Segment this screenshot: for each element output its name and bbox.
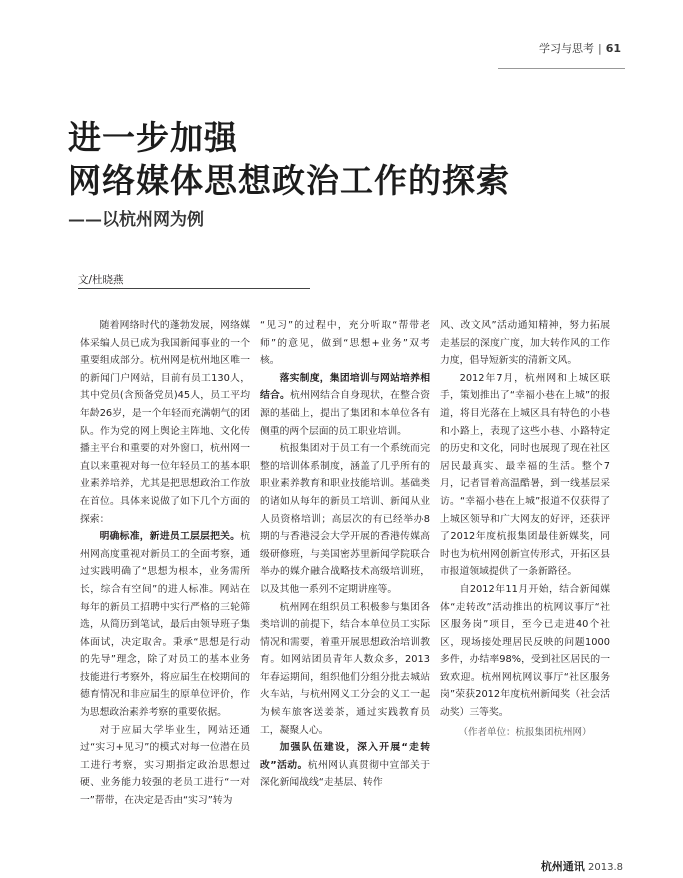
header-separator: | bbox=[597, 42, 602, 55]
paragraph: 杭报集团对于员工有一个系统而完整的培训体系制度，涵盖了几乎所有的职业素养教育和职业技能培训。基础类的诸如从每年的新员工培训、新闻从业人员资格培训；高层次的有已经举办8期的与香港浸会大学开展的香港传媒高级研修班，与美国密苏里新闻学院联合举办的媒介融合战略技术高级培训班，以及其他一系列不定期讲座等。 bbox=[260, 443, 430, 595]
title-line-1: 进一步加强 bbox=[68, 118, 238, 157]
header-rule bbox=[498, 68, 625, 69]
text-column-3 bbox=[440, 317, 610, 741]
paragraph-heading: 明确标准，新进员工层层把关。 bbox=[99, 531, 241, 543]
issue-number: 2013.8 bbox=[588, 862, 623, 873]
paragraph: 杭州网在组织员工积极参与集团各类培训的前提下，结合本单位员工实际情况和需要，着重开展思想政治培训教育。如网站团员青年人数众多，2013年春运期间，组织他们分组分批去城站火车站，与杭州网义工分会的义工一起为候车旅客送姜茶，通过实践教育员工，凝聚人心。 bbox=[260, 601, 430, 736]
paragraph: “见习”的过程中，充分听取“帮带老师”的意见，做到“思想+业务”双考核。 bbox=[260, 320, 430, 367]
paragraph: 风、改文风”活动通知精神，努力拓展走基层的深度广度，加大转作风的工作力度，倡导短新实的清新文风。 bbox=[440, 320, 610, 367]
paragraph bbox=[80, 528, 250, 722]
paragraph: 自2012年11月开始，结合新闻媒体“走转改”活动推出的杭网议事厅“社区服务岗”项目，至今已走进40个社区，现场接处理居民反映的问题1000多件，办结率98%，受到社区居民的一致欢迎。杭州网杭网议事厅“社区服务岗”荣获2012年度杭州新闻奖（社会活动奖）三等奖。 bbox=[440, 583, 610, 719]
paragraph-text: 杭州网认真贯彻中宣部关于深化新闻战线“走基层、转作 bbox=[260, 759, 431, 789]
author-rule bbox=[78, 288, 310, 289]
paragraph-text: 杭州网高度重视对新员工的全面考察，通过实践明确了“思想为根本，业务需所长，综合有空间”的进人标准。网站在每年的新员工招聘中实行严格的三轮筛选，从简历到笔试，最后由领导班子集体面试，决定取舍。秉承“思想是行动的先导”理念，除了对员工的基本业务技能进行考察外，将应届生在校期间的德育情况和非应届生的原单位评价，作为思想政治素养考察的重要依据。 bbox=[80, 531, 250, 719]
page-number: 61 bbox=[605, 42, 621, 55]
paragraph bbox=[260, 370, 430, 440]
article-subtitle: ——以杭州网为例 bbox=[68, 210, 204, 230]
text-column-1 bbox=[80, 317, 250, 810]
paragraph: 对于应届大学毕业生，网站还通过“实习+见习”的模式对每一位潜在员工进行考察，实习期指定政治思想过硬、业务能力较强的老员工进行“一对一”帮带，在决定是否由“实习”转为 bbox=[80, 724, 250, 807]
paragraph: 随着网络时代的蓬勃发展，网络媒体采编人员已成为我国新闻事业的一个重要组成部分。杭州网是杭州地区唯一的新闻门户网站，目前有员工130人，其中党员(含预备党员)45人，员工平均年龄26岁，是一个年轻而充满朝气的团队。作为党的网上舆论主阵地、文化传播主平台和重要的对外窗口，杭州网一直以来重视对每一位年轻员工的基本职业素养培养，尤其是把思想政治工作放在首位。具体来说做了如下几个方面的探索： bbox=[80, 320, 250, 525]
paragraph-heading: 加强队伍建设，深入开展“走转改”活动。 bbox=[260, 742, 430, 771]
magazine-name: 杭州通讯 bbox=[540, 860, 585, 873]
paragraph: 2012年7月，杭州网和上城区联手，策划推出了“幸福小巷在上城”的报道，将目光落在上城区具有特色的小巷和小路上，表现了这些小巷、小路特定的历史和文化，同时也展现了现在社区居民最真实、最幸福的生活。整个7月，记者冒着高温酷暑，到一线基层采访。“幸福小巷在上城”报道不仅获得了上城区领导和广大网友的好评，还获评了2012年度杭报集团最佳新媒奖，同时也为杭州网创新宣传形式，开拓区县市报道领域提供了一条新路径。 bbox=[440, 372, 610, 578]
running-header bbox=[539, 40, 621, 56]
author-byline: 文/杜晓燕 bbox=[78, 274, 124, 286]
text-column-2 bbox=[260, 317, 430, 792]
author-affiliation-note: （作者单位：杭报集团杭州网） bbox=[458, 726, 592, 738]
paragraph-text: 杭州网结合自身现状，在整合资源的基础上，提出了集团和本单位各有侧重的两个层面的员工职业培训。 bbox=[260, 390, 431, 437]
section-name: 学习与思考 bbox=[538, 42, 594, 55]
paragraph-heading: 落实制度，集团培训与网站培养相结合。 bbox=[260, 372, 430, 402]
title-line-2: 网络媒体思想政治工作的探索 bbox=[68, 161, 510, 200]
paragraph bbox=[260, 739, 430, 792]
page-footer bbox=[541, 858, 623, 874]
article-title bbox=[68, 116, 510, 202]
